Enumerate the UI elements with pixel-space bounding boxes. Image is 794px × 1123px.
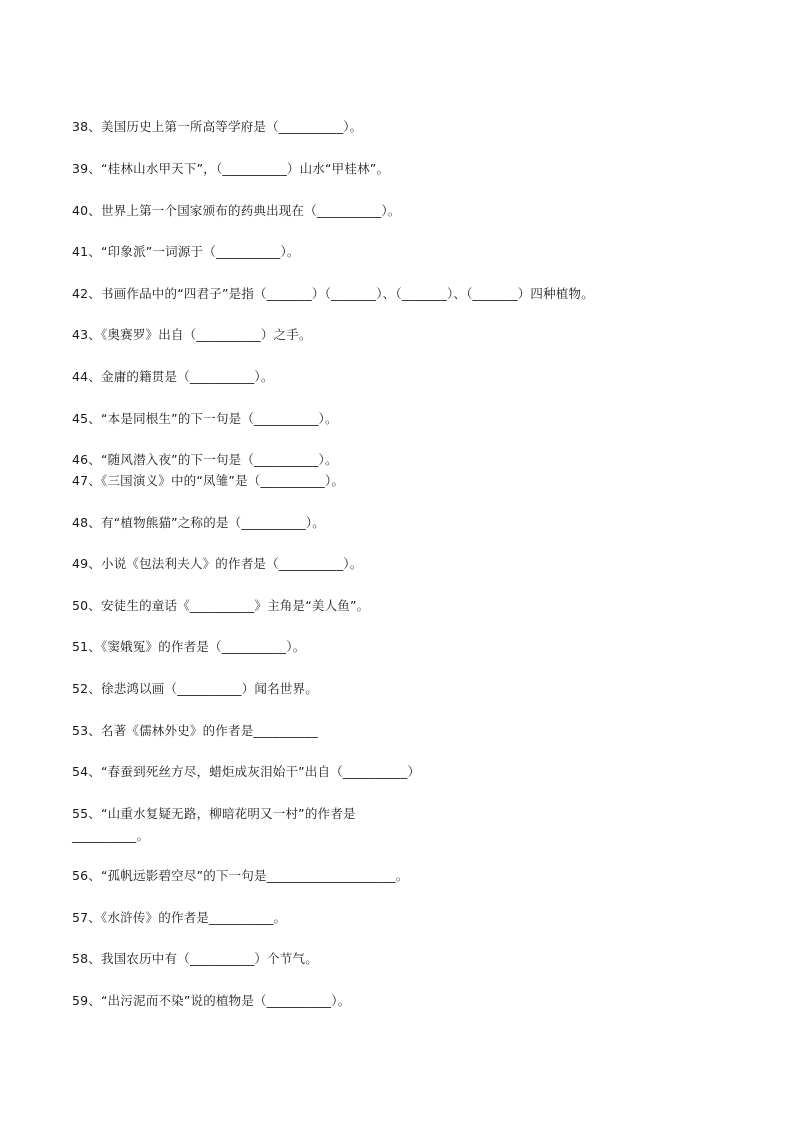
- question-47: 47、《三国演义》中的“凤雏”是（__________）。: [72, 473, 345, 488]
- question-44: 44、金庸的籍贯是（__________）。: [72, 369, 274, 384]
- question-58: 58、我国农历中有（__________）个节气。: [72, 951, 318, 966]
- question-46: 46、“随风潜入夜”的下一句是（__________）。: [72, 452, 338, 467]
- question-49: 49、小说《包法利夫人》的作者是（__________）。: [72, 556, 363, 571]
- question-54: 54、“春蚕到死丝方尽，蜡炬成灰泪始干”出自（__________）: [72, 764, 421, 779]
- question-41: 41、“印象派”一词源于（__________）。: [72, 244, 300, 259]
- question-57: 57、《水浒传》的作者是__________。: [72, 910, 287, 925]
- question-48: 48、有“植物熊猫”之称的是（__________）。: [72, 515, 326, 530]
- question-55: 55、“山重水复疑无路，柳暗花明又一村”的作者是: [72, 806, 356, 821]
- question-53: 53、名著《儒林外史》的作者是__________: [72, 723, 318, 738]
- question-45: 45、“本是同根生”的下一句是（__________）。: [72, 411, 338, 426]
- question-42: 42、书画作品中的“四君子”是指（_______）（_______）、（_______）、（_______）四种植物。: [72, 286, 594, 301]
- question-59: 59、“出污泥而不染”说的植物是（__________）。: [72, 993, 351, 1008]
- question-50: 50、安徒生的童话《__________》主角是“美人鱼”。: [72, 598, 370, 613]
- question-55-continuation: __________。: [72, 828, 150, 843]
- question-40: 40、世界上第一个国家颁布的药典出现在（__________）。: [72, 203, 401, 218]
- question-56: 56、“孤帆远影碧空尽”的下一句是____________________。: [72, 868, 409, 883]
- question-51: 51、《窦娥冤》的作者是（__________）。: [72, 639, 306, 654]
- question-52: 52、徐悲鸿以画（__________）闻名世界。: [72, 681, 318, 696]
- question-39: 39、“桂林山水甲天下”，（__________）山水“甲桂林”。: [72, 161, 390, 176]
- question-43: 43、《奥赛罗》出自（__________）之手。: [72, 327, 312, 342]
- question-38: 38、美国历史上第一所高等学府是（__________）。: [72, 119, 363, 134]
